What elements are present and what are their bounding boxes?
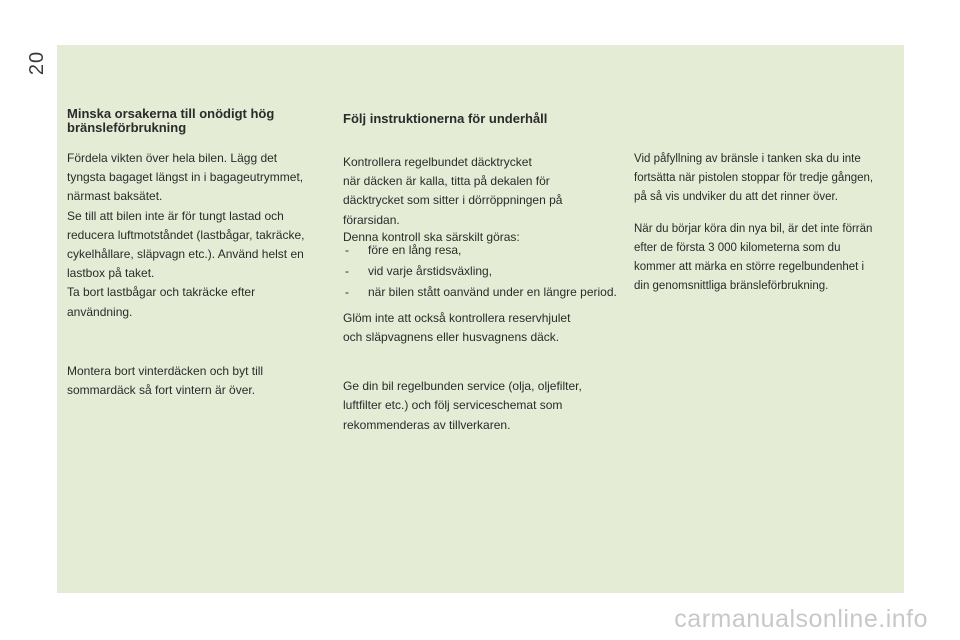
text-line: på så vis undviker du att det rinner över.	[634, 191, 838, 204]
text-line: Fördela vikten över hela bilen. Lägg det	[67, 151, 278, 165]
text-line: Ge din bil regelbunden service (olja, oljefilter,	[343, 379, 582, 394]
check-list	[343, 242, 617, 299]
text-line: Kontrollera regelbundet däcktrycket	[343, 155, 532, 169]
text-line: När du börjar köra din nya bil, är det inte förrän	[634, 222, 873, 235]
text-line: fortsätta när pistolen stoppar för tredje gången,	[634, 172, 874, 185]
right-paragraph-2	[634, 220, 900, 297]
text-line: när däcken är kalla, titta på dekalen för	[343, 174, 550, 189]
list-item: - före en lång resa,	[343, 244, 605, 257]
text-line: Ta bort lastbågar och takräcke efter	[67, 285, 256, 300]
right-paragraph-1	[634, 150, 900, 208]
text-line: tyngsta bagaget längst in i bagageutrymmet,	[67, 170, 304, 185]
list-item: - vid varje årstidsväxling,	[343, 265, 605, 278]
text-line: luftfilter etc.) och följ serviceschemat som	[343, 398, 563, 413]
text-line: kommer att märka en större regelbundenhet i	[634, 261, 865, 274]
text-line: Se till att bilen inte är för tungt lastad och	[67, 208, 284, 223]
text-line: sommardäck så fort vintern är över.	[67, 383, 256, 398]
text-line: efter de första 3 000 kilometerna som du	[634, 241, 841, 254]
text-line: användning.	[67, 304, 133, 319]
middle-heading: Följ instruktionerna för underhåll	[343, 111, 548, 126]
left-paragraph-1	[67, 149, 329, 322]
text-line: Montera bort vinterdäcken och byt till	[67, 363, 264, 378]
text-line: Glöm inte att också kontrollera reservhjulet	[343, 310, 571, 325]
text-line: din genomsnittliga bränsleförbrukning.	[634, 280, 829, 293]
page-number: 20	[26, 50, 48, 76]
text-line: förarsidan.	[343, 212, 400, 227]
text-line: lastbox på taket.	[67, 266, 155, 281]
left-heading: Minska orsakerna till onödigt hög bränsleförbrukning	[67, 106, 275, 135]
list-intro: Denna kontroll ska särskilt göras:	[343, 229, 520, 244]
middle-column	[343, 107, 617, 435]
text-line: närmast baksätet.	[67, 189, 163, 204]
watermark-text: carmanualsonline.info	[674, 605, 928, 633]
right-column	[634, 150, 900, 296]
content-panel	[57, 45, 904, 593]
text-line: däcktrycket som sitter i dörröppningen på	[343, 193, 563, 208]
text-line: Vid påfyllning av bränsle i tanken ska du inte	[634, 153, 861, 165]
text-line: och släpvagnens eller husvagnens däck.	[343, 330, 560, 345]
text-line: rekommenderas av tillverkaren.	[343, 417, 511, 432]
list-item: - när bilen stått oanvänd under en längre period.	[343, 286, 618, 299]
left-column	[67, 107, 329, 400]
text-line: reducera luftmotståndet (lastbågar, takräcke,	[67, 227, 305, 242]
left-paragraph-2	[67, 362, 329, 400]
middle-paragraph-1	[343, 153, 605, 230]
middle-paragraph-3	[343, 377, 605, 435]
middle-paragraph-2	[343, 309, 605, 347]
text-line: cykelhållare, släpvagn etc.). Använd helst en	[67, 247, 304, 262]
